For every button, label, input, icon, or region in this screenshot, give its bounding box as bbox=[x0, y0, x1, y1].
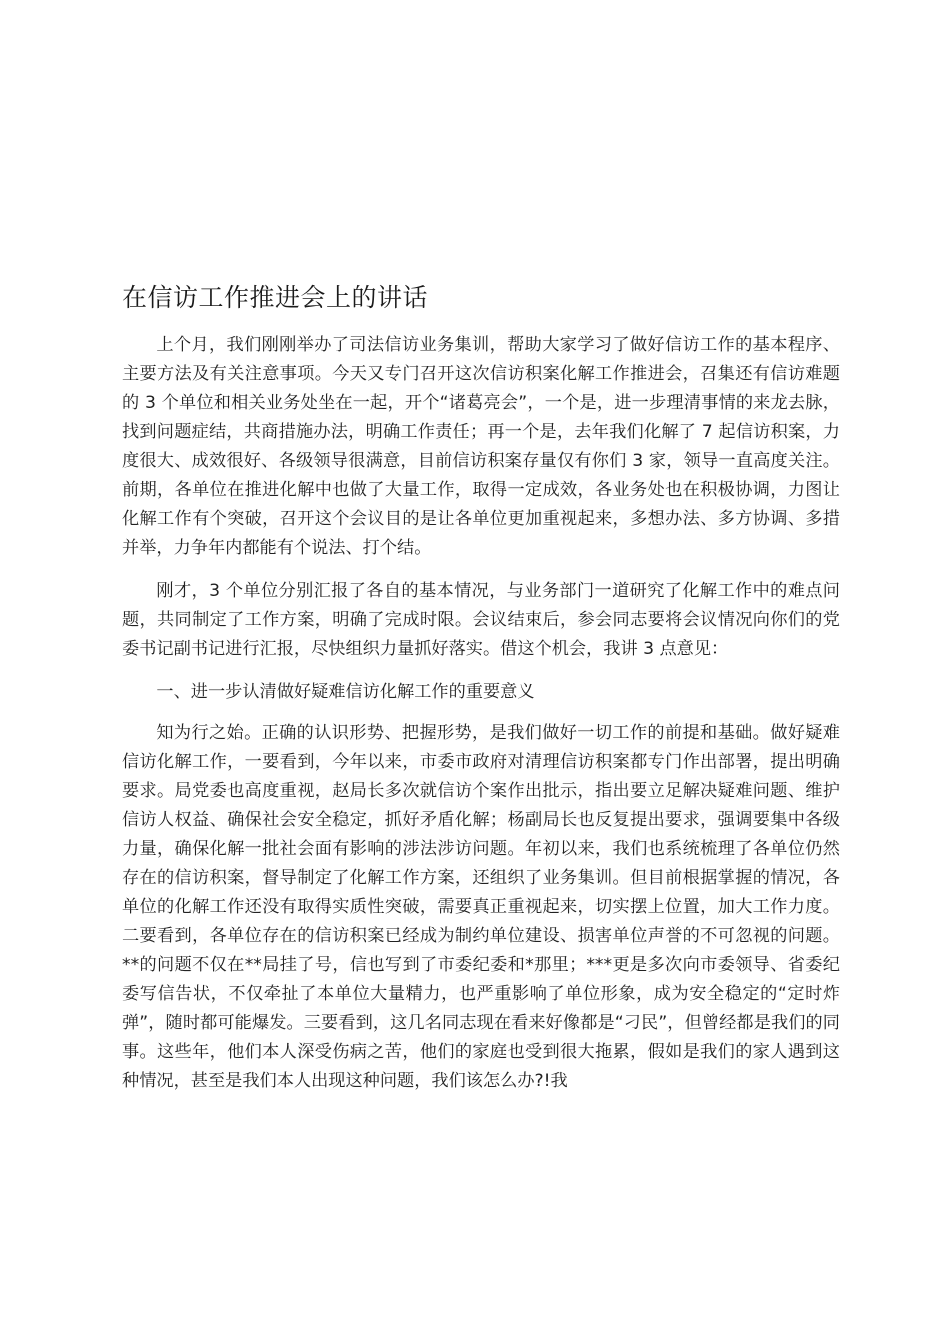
paragraph-section-1: 知为行之始。正确的认识形势、把握形势，是我们做好一切工作的前提和基础。做好疑难信访化解工作，一要看到，今年以来，市委市政府对清理信访积案都专门作出部署，提出明确要求。局党委也高度重视，赵局长多次就信访个案作出批示，指出要立足解决疑难问题、维护信访人权益、确保社会安全稳定，抓好矛盾化解；杨副局长也反复提出要求，强调要集中各级力量，确保化解一批社会面有影响的涉法涉访问题。年初以来，我们也系统梳理了各单位仍然存在的信访积案，督导制定了化解工作方案，还组织了业务集训。但目前根据掌握的情况，各单位的化解工作还没有取得实质性突破，需要真正重视起来，切实摆上位置，加大工作力度。二要看到，各单位存在的信访积案已经成为制约单位建设、损害单位声誉的不可忽视的问题。**的问题不仅在**局挂了号，信也写到了市委纪委和*那里；***更是多次向市委领导、省委纪委写信告状，不仅牵扯了本单位大量精力，也严重影响了单位形象，成为安全稳定的“定时炸弹”，随时都可能爆发。三要看到，这几名同志现在看来好像都是“刁民”，但曾经都是我们的同事。这些年，他们本人深受伤病之苦，他们的家庭也受到很大拖累，假如是我们的家人遇到这种情况，甚至是我们本人出现这种问题，我们该怎么办?!我 bbox=[122, 723, 840, 1091]
paragraph-meeting-summary: 刚才，3 个单位分别汇报了各自的基本情况，与业务部门一道研究了化解工作中的难点问题，共同制定了工作方案，明确了完成时限。会议结束后，参会同志要将会议情况向你们的党委书记副书记进行汇报，尽快组织力量抓好落实。借这个机会，我讲 3 点意见： bbox=[122, 581, 840, 659]
paragraph-intro: 上个月，我们刚刚举办了司法信访业务集训，帮助大家学习了做好信访工作的基本程序、主要方法及有关注意事项。今天又专门召开这次信访积案化解工作推进会，召集还有信访难题的 3 个单位和相关业务处坐在一起，开个“诸葛亮会”，一个是，进一步理清事情的来龙去脉，找到问题症结，共商措施办法，明确工作责任；再一个是，去年我们化解了 7 起信访积案，力度很大、成效很好、各级领导很满意，目前信访积案存量仅有你们 3 家，领导一直高度关注。前期，各单位在推进化解中也做了大量工作，取得一定成效，各业务处也在积极协调，力图让化解工作有个突破，召开这个会议目的是让各单位更加重视起来，多想办法、多方协调、多措并举，力争年内都能有个说法、打个结。 bbox=[122, 335, 840, 558]
section-heading-1: 一、进一步认清做好疑难信访化解工作的重要意义 bbox=[156, 682, 535, 702]
document-title: 在信访工作推进会上的讲话 bbox=[122, 283, 429, 312]
document-body bbox=[122, 331, 840, 1110]
